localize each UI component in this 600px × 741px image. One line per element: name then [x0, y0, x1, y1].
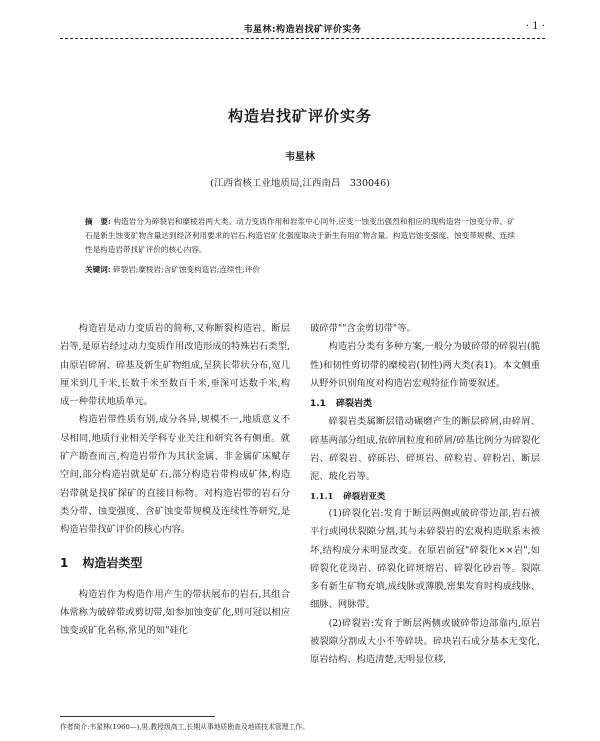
section-heading — [60, 554, 290, 572]
section-title: 构造岩类型 — [82, 555, 143, 570]
abstract-text: 构造岩分为碎裂岩和糜棱岩两大类。动力变质作用和岩浆中心同外,应变一蚀变出强烈和相应的现构造岩一蚀变分带。矿石是新生蚀变矿物含量达到经济利用要求的岩石,构造岩矿化强度取决于新生有用矿物含量。构造岩蚀变强度、蚀变带规模、连续性是构造岩带找矿评价的核心内容。 — [85, 217, 515, 255]
subsubsection-number: 1.1.1 — [310, 490, 334, 501]
item-paragraph-2: (2)碎裂岩:发育于断层两侧或破碎带边部靠内,原岩被裂隙分割成大小不等碎块。碎块岩石成分基本无变化,原岩结构、构造清楚,无明显位移, — [310, 617, 540, 666]
subsection-number: 1.1 — [310, 399, 326, 410]
footnote-rule — [60, 716, 215, 717]
keywords — [85, 264, 515, 276]
subsection-heading — [310, 395, 540, 413]
running-head — [60, 18, 545, 40]
footnote: 作者简介:韦星林(1960—),男,教授级高工,长期从事地质勘查及地质技术管理工作。 — [60, 723, 309, 731]
section-paragraph: 构造岩作为构造作用产生的带状展布的岩石,其组合体常称为破碎带或剪切带,如参加蚀变矿化,则可冠以相应蚀变或矿化名称,常见的如"硅化 — [60, 588, 290, 637]
subsubsection-title: 碎裂岩亚类 — [343, 490, 386, 501]
header-rule — [60, 38, 545, 39]
paper-title: 构造岩找矿评价实务 — [227, 107, 372, 125]
subsubsection-heading — [310, 487, 540, 505]
section-number: 1 — [60, 555, 69, 570]
subsection-title: 碎裂岩类 — [335, 399, 372, 410]
intro-paragraph-2: 构造岩带性质有别,成分各异,规模不一,地质意义不尽相同,地质行业相关学科专业关注和研究各有侧重。就矿产勘查而言,构造岩带作为其状金属、非金属矿床赋存空间,部分构造岩就是矿石,部分构造岩带构成矿体,构造岩带就是找矿探矿的直接目标物。对构造岩带的岩石分类分带、蚀变强度、含矿蚀变带规模及连续性等研究,是构造岩带找矿评价的核心内容。 — [60, 414, 290, 536]
item-paragraph-1: (1)碎裂化岩:发育于断层两侧或破碎带边部,岩石被平行或网状裂隙分割,其与未碎裂岩的宏观构造联系未被坏,结构成分未明显改变。在原岩前冠"碎裂化××岩",如碎裂化花岗岩、碎裂化碎斑熔岩、碎裂化砂岩等。裂隙多有新生矿物充填,成线脉或薄膜,密集发育时构成线脉、细脉、网脉带。 — [310, 507, 540, 611]
intro-paragraph-1: 构造岩是动力变质岩的简称,又称断裂构造岩、断层岩等,是原岩经过动力变质作用改造形成的特殊岩石类型,由原岩碎屑、碎基及新生矿物组成,呈狭长带状分布,宽几厘米到几千米,长数千米至数百千米,垂深可达数千米,构成一种带状地质单元。 — [60, 323, 290, 408]
running-title: 韦星林:构造岩找矿评价实务 — [243, 25, 362, 35]
author: 韦星林 — [285, 152, 315, 163]
continued-paragraph: 破碎带""含金剪切带"等。 — [310, 323, 416, 334]
keywords-text: 碎裂岩;糜棱岩;含矿蚀变构造岩;连续性;评价 — [113, 265, 260, 274]
right-column — [310, 320, 540, 670]
cataclasite-paragraph: 碎裂岩类属断层错动碾磨产生的断层碎屑,由碎屑、碎基两部分组成,依碎屑粒度和碎屑/碎基比例分为碎裂化岩、碎裂岩、碎砾岩、碎斑岩、碎粒岩、碎粉岩、断层泥、玻化岩等。 — [310, 416, 540, 483]
classification-paragraph: 构造岩分类有多种方案,一般分为破碎带的碎裂岩(脆性)和韧性剪切带的糜棱岩(韧性)两大类(表1)。本文侧重从野外识别角度对构造岩宏观特征作简要叙述。 — [310, 341, 540, 389]
keywords-label: 关键词: — [85, 265, 111, 274]
abstract — [85, 215, 515, 258]
affiliation: (江西省核工业地质局,江西南昌 330046) — [210, 178, 390, 189]
abstract-label: 摘 要: — [85, 217, 111, 226]
left-column — [60, 320, 290, 641]
page-number: · 1 · — [525, 21, 545, 32]
